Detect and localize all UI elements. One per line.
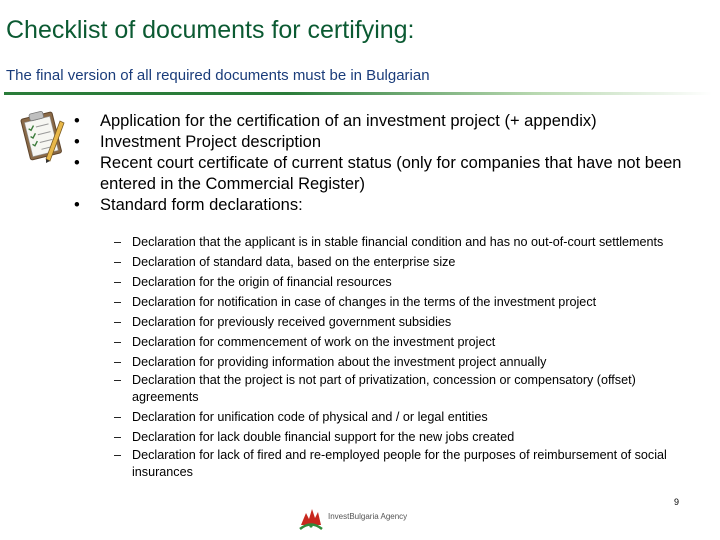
- checklist-item-text: Recent court certificate of current status (only for companies that have not been entered in the Commercial Register): [100, 154, 682, 193]
- dash: –: [114, 334, 122, 349]
- declaration-text: Declaration for previously received government subsidies: [132, 314, 452, 329]
- checklist-item: [74, 111, 694, 132]
- checklist-item: [74, 195, 694, 216]
- declaration-item: [114, 312, 674, 332]
- declaration-text: Declaration that the project is not part of privatization, concession or compensatory (offset) agreements: [132, 372, 636, 404]
- declaration-text: Declaration for unification code of physical and / or legal entities: [132, 409, 488, 424]
- clipboard-checklist-icon: [16, 107, 66, 163]
- dash: –: [114, 354, 122, 369]
- declaration-text: Declaration that the applicant is in stable financial condition and has no out-of-court settlements: [132, 235, 664, 249]
- dash: –: [114, 314, 122, 329]
- dash: –: [114, 409, 122, 424]
- declaration-text: Declaration of standard data, based on the enterprise size: [132, 254, 456, 269]
- checklist-item-text: Investment Project description: [100, 133, 322, 151]
- declaration-item: [114, 292, 674, 312]
- declaration-item: [114, 352, 674, 372]
- dash: –: [114, 254, 122, 269]
- investbulgaria-logo-icon: [298, 505, 324, 531]
- checklist-item-text: Application for the certification of an investment project (+ appendix): [100, 112, 597, 130]
- title-divider: [4, 92, 712, 95]
- checklist-item: [74, 132, 694, 153]
- declaration-item: [114, 252, 674, 272]
- declaration-item: [114, 372, 674, 407]
- declaration-item: [114, 234, 674, 252]
- declaration-item: [114, 427, 674, 447]
- bullet: •: [74, 112, 80, 130]
- main-checklist: [74, 111, 694, 216]
- slide-subtitle: The final version of all required documents must be in Bulgarian: [6, 67, 430, 84]
- declaration-text: Declaration for providing information about the investment project annually: [132, 354, 547, 369]
- bullet: •: [74, 154, 80, 172]
- dash: –: [114, 235, 122, 249]
- checklist-item: [74, 153, 694, 195]
- dash: –: [114, 294, 122, 309]
- declaration-text: Declaration for the origin of financial resources: [132, 274, 392, 289]
- bullet: •: [74, 196, 80, 214]
- slide-title: Checklist of documents for certifying:: [6, 16, 415, 44]
- dash: –: [114, 372, 122, 387]
- bullet: •: [74, 133, 80, 151]
- dash: –: [114, 429, 122, 444]
- agency-logo: [298, 505, 428, 531]
- declaration-item: [114, 272, 674, 292]
- declaration-text: Declaration for lack of fired and re-employed people for the purposes of reimbursement of social insurances: [132, 447, 667, 479]
- declaration-item: [114, 407, 674, 427]
- page-number: 9: [674, 497, 680, 507]
- declaration-text: Declaration for lack double financial support for the new jobs created: [132, 429, 515, 444]
- declaration-item: [114, 447, 674, 482]
- dash: –: [114, 447, 122, 462]
- logo-text: InvestBulgaria Agency: [328, 512, 408, 521]
- declaration-text: Declaration for commencement of work on the investment project: [132, 334, 496, 349]
- declarations-list: [114, 234, 674, 482]
- checklist-item-text: Standard form declarations:: [100, 196, 303, 214]
- dash: –: [114, 274, 122, 289]
- declaration-text: Declaration for notification in case of changes in the terms of the investment project: [132, 294, 597, 309]
- declaration-item: [114, 332, 674, 352]
